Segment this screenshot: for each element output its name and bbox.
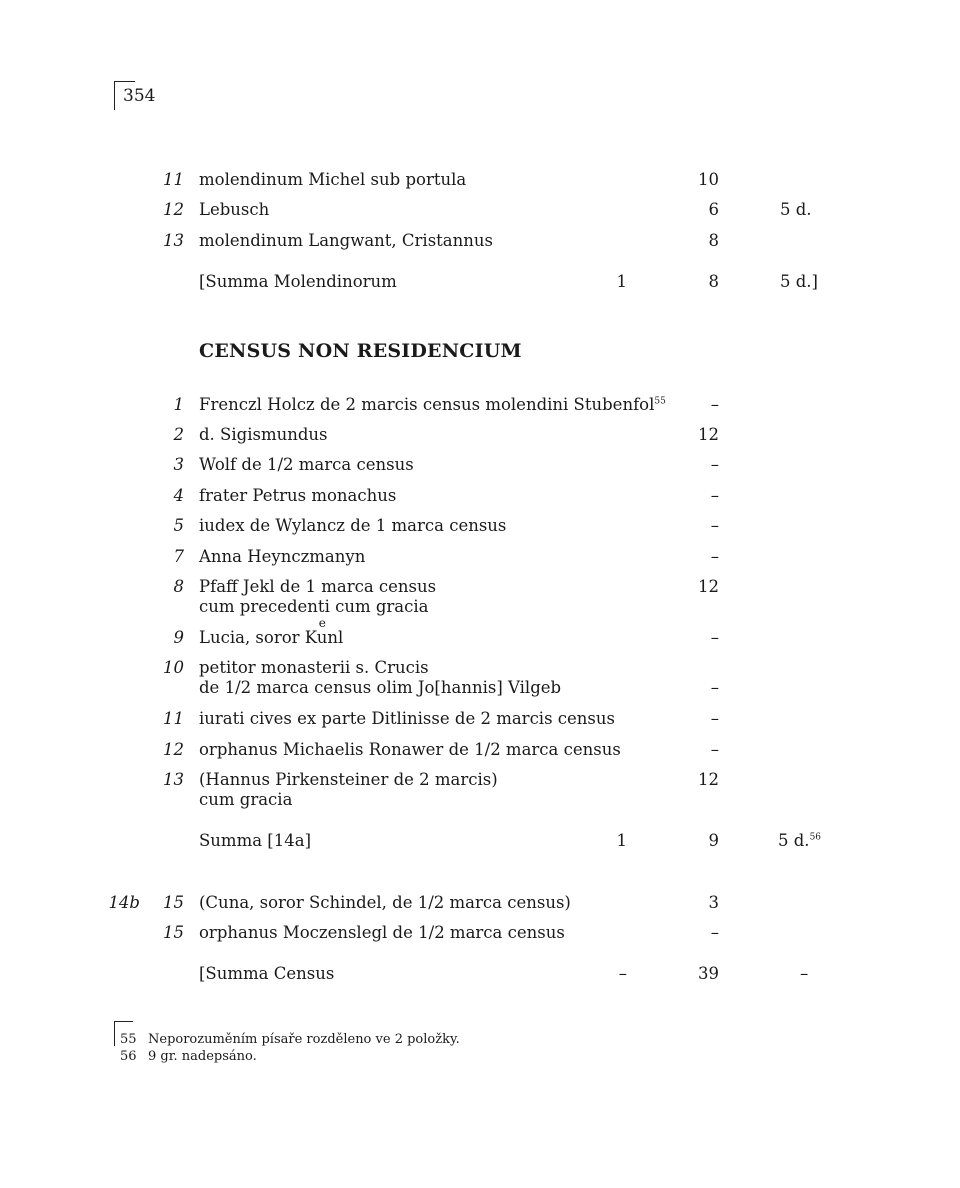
table-row — [0, 395, 960, 419]
row-number: 1 — [173, 395, 184, 414]
row-number: 13 — [163, 231, 184, 250]
footnote — [120, 1032, 460, 1047]
footnote-number: 55 — [120, 1032, 137, 1047]
col-groschen: – — [710, 547, 719, 566]
footnote-ref: 56 — [809, 832, 822, 843]
row-number: 2 — [173, 425, 184, 444]
col-groschen: – — [710, 516, 719, 535]
row-number: 9 — [173, 628, 184, 647]
row-number: 3 — [173, 455, 184, 474]
sum-row — [0, 831, 960, 855]
table-row — [0, 893, 960, 917]
col-groschen: 9 — [708, 831, 719, 850]
col-marks: 1 — [616, 831, 627, 850]
row-text: orphanus Michaelis Ronawer de 1/2 marca census — [199, 740, 621, 759]
row-text: molendinum Langwant, Cristannus — [199, 231, 493, 250]
col-groschen: 6 — [708, 200, 719, 219]
row-text: Anna Heynczmanyn — [199, 547, 366, 566]
table-row — [0, 486, 960, 510]
col-marks: 1 — [616, 272, 627, 291]
row-text: Lucia, soror Ku e nl — [199, 616, 344, 647]
row-number: 12 — [163, 200, 184, 219]
col-groschen: – — [710, 395, 719, 414]
sum-label: [Summa Molendinorum — [199, 272, 397, 291]
col-groschen: 39 — [698, 964, 719, 983]
row-text: Pfaff Jekl de 1 marca census — [199, 577, 437, 596]
sum-label: Summa [14a] — [199, 831, 312, 850]
table-row — [0, 616, 960, 652]
table-row — [0, 516, 960, 540]
row-text: (Cuna, soror Schindel, de 1/2 marca census) — [199, 893, 571, 912]
sum-label: [Summa Census — [199, 964, 335, 983]
footnote-ref: 55 — [654, 396, 666, 407]
col-groschen: – — [710, 486, 719, 505]
table-row — [0, 770, 960, 809]
section-heading: CENSUS NON RESIDENCIUM — [199, 340, 522, 362]
page-number: 354 — [123, 86, 156, 106]
table-row — [0, 231, 960, 255]
col-denarii: 5 d.] — [780, 272, 818, 291]
row-text: iurati cives ex parte Ditlinisse de 2 marcis census — [199, 709, 615, 728]
table-row — [0, 425, 960, 449]
row-number: 8 — [173, 577, 184, 596]
sum-row — [0, 272, 960, 296]
row-number: 12 — [163, 740, 184, 759]
col-groschen: 8 — [708, 231, 719, 250]
col-marks: – — [618, 964, 627, 983]
footnote — [120, 1049, 257, 1064]
col-denarii: 5 d.$^{56}$ — [778, 831, 822, 850]
table-row — [0, 709, 960, 733]
table-row — [0, 658, 960, 697]
row-text: orphanus Moczenslegl de 1/2 marca census — [199, 923, 565, 942]
col-groschen: 12 — [698, 577, 719, 596]
row-text: Wolf de 1/2 marca census — [199, 455, 414, 474]
col-groschen: – — [710, 709, 719, 728]
row-number: 5 — [173, 516, 184, 535]
table-row — [0, 923, 960, 947]
table-row — [0, 455, 960, 479]
col-groschen: – — [710, 923, 719, 942]
table-row — [0, 170, 960, 194]
row-text-continuation: cum gracia — [199, 790, 293, 809]
row-text: Frenczl Holcz de 2 marcis census molendini Stubenfol$^{55}$ — [199, 395, 666, 414]
col-groschen: – — [710, 740, 719, 759]
row-number: 15 — [163, 893, 184, 912]
row-text: frater Petrus monachus — [199, 486, 397, 505]
row-number: 7 — [173, 547, 184, 566]
sum-row — [0, 964, 960, 988]
table-row — [0, 200, 960, 224]
col-groschen: – — [710, 628, 719, 647]
col-denarii: 5 d. — [780, 200, 812, 219]
col-groschen: 8 — [708, 272, 719, 291]
row-text: d. Sigismundus — [199, 425, 328, 444]
row-number: 15 — [163, 923, 184, 942]
row-text: petitor monasterii s. Crucis — [199, 658, 429, 677]
col-groschen: – — [710, 678, 719, 697]
footnote-text: 9 gr. nadepsáno. — [148, 1049, 257, 1064]
table-row — [0, 547, 960, 571]
row-text-continuation: cum precedenti cum gracia — [199, 597, 429, 616]
row-number: 10 — [163, 658, 184, 677]
col-groschen: 12 — [698, 770, 719, 789]
footnote-number: 56 — [120, 1049, 137, 1064]
row-number: 13 — [163, 770, 184, 789]
row-text: Lebusch — [199, 200, 270, 219]
col-groschen: 12 — [698, 425, 719, 444]
row-number: 11 — [163, 709, 184, 728]
row-text: molendinum Michel sub portula — [199, 170, 467, 189]
table-row — [0, 577, 960, 616]
col-groschen: – — [710, 455, 719, 474]
row-text: iudex de Wylancz de 1 marca census — [199, 516, 507, 535]
row-number: 4 — [173, 486, 184, 505]
row-number: 11 — [163, 170, 184, 189]
col-groschen: 3 — [708, 893, 719, 912]
footnote-text: Neporozuměním písaře rozděleno ve 2 položky. — [148, 1032, 460, 1047]
col-denarii: – — [800, 964, 809, 983]
table-row — [0, 740, 960, 764]
col-groschen: 10 — [698, 170, 719, 189]
margin-note: 14b — [108, 893, 140, 912]
row-text: (Hannus Pirkensteiner de 2 marcis) — [199, 770, 498, 789]
row-text-continuation: de 1/2 marca census olim Jo[hannis] Vilgeb — [199, 678, 562, 697]
